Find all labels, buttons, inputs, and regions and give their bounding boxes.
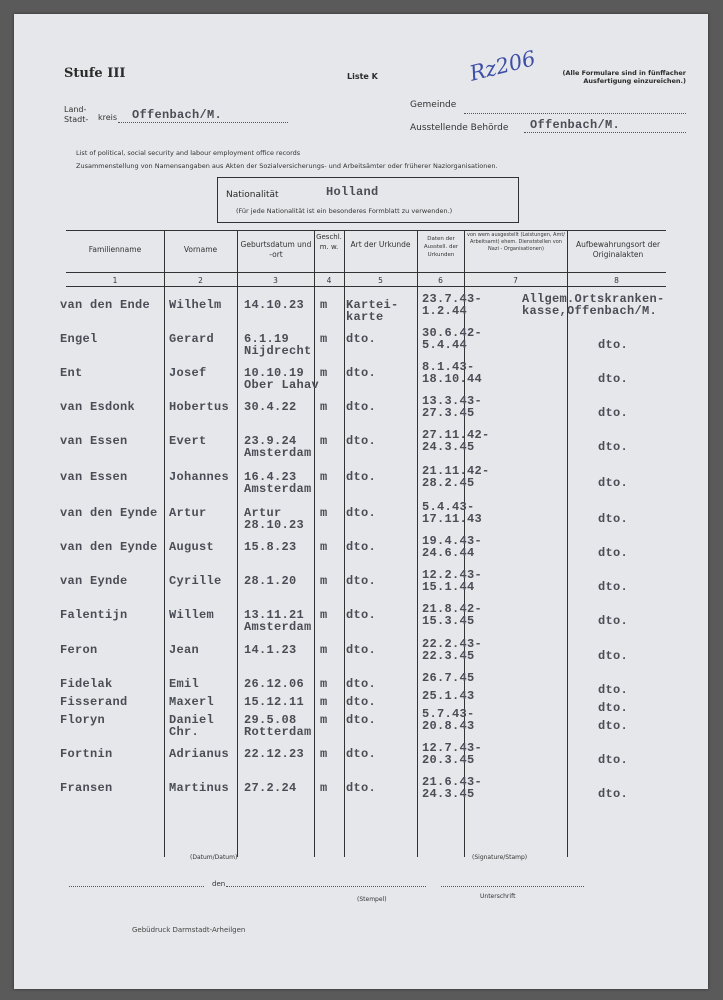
row-date-range: 13.3.43- <box>422 394 483 408</box>
row-date-range: 21.8.42- <box>422 602 483 616</box>
row-date-range-2: 24.6.44 <box>422 546 475 560</box>
row-date-range: 27.11.42- <box>422 428 490 442</box>
column-divider <box>567 230 568 857</box>
row-birth-date: Artur <box>244 506 282 520</box>
row-date-range: 12.2.43- <box>422 568 483 582</box>
row-sex: m <box>320 677 328 691</box>
column-header-familienname: Familienname <box>88 245 142 254</box>
column-number: 2 <box>198 276 203 285</box>
row-family-name: Fidelak <box>60 677 113 691</box>
place-line <box>69 886 204 887</box>
row-date-range-2: 20.8.43 <box>422 719 475 733</box>
row-date-range: 19.4.43- <box>422 534 483 548</box>
row-sex: m <box>320 298 328 312</box>
column-header-art: Art der Urkunde <box>350 240 411 249</box>
row-first-name: Cyrille <box>169 574 222 588</box>
row-archive-location: dto. <box>598 719 629 733</box>
row-archive-location: dto. <box>598 649 629 663</box>
row-date-range: 8.1.43- <box>422 360 475 374</box>
row-first-name: Josef <box>169 366 207 380</box>
column-header-vorname: Vorname <box>183 245 218 254</box>
row-first-name: Daniel <box>169 713 215 727</box>
column-divider <box>417 230 418 857</box>
row-birth-place: Nijdrecht <box>244 344 312 358</box>
kreis-label: kreis <box>98 113 118 122</box>
printer-imprint: Gebüdruck Darmstadt-Arheilgen <box>132 926 246 934</box>
row-birth-place: Amsterdam <box>244 482 312 496</box>
row-archive-location: dto. <box>598 406 629 420</box>
row-family-name: van den Eynde <box>60 506 158 520</box>
row-document-type: dto. <box>346 643 377 657</box>
row-document-type: dto. <box>346 747 377 761</box>
row-family-name: van den Ende <box>60 298 151 312</box>
row-family-name: Feron <box>60 643 98 657</box>
row-archive-location: dto. <box>598 753 629 767</box>
row-birth-date: 6.1.19 <box>244 332 290 346</box>
row-birth-date: 23.9.24 <box>244 434 297 448</box>
land-label: Land- <box>64 105 87 114</box>
row-archive-location: dto. <box>598 512 629 526</box>
row-sex: m <box>320 366 328 380</box>
row-birth-place: Amsterdam <box>244 446 312 460</box>
row-archive-location: dto. <box>598 338 629 352</box>
row-birth-date: 13.11.21 <box>244 608 305 622</box>
row-family-name: van den Eynde <box>60 540 158 554</box>
row-document-type: dto. <box>346 332 377 346</box>
row-document-type: dto. <box>346 434 377 448</box>
handwritten-stamp: Rz206 <box>467 46 538 86</box>
row-date-range: 21.11.42- <box>422 464 490 478</box>
row-date-range-2: 15.3.45 <box>422 614 475 628</box>
date-caption: (Datum/Datum) <box>190 854 238 861</box>
row-first-name: Martinus <box>169 781 230 795</box>
row-birth-date: 30.4.22 <box>244 400 297 414</box>
intro-english: List of political, social security and labour employment office records <box>76 149 301 157</box>
document-sheet <box>14 14 708 989</box>
row-document-type-2: karte <box>346 310 384 324</box>
row-sex: m <box>320 695 328 709</box>
row-family-name: Fransen <box>60 781 113 795</box>
row-date-range-2: 24.3.45 <box>422 440 475 454</box>
row-date-range: 21.6.43- <box>422 775 483 789</box>
kreis-field <box>118 108 288 123</box>
row-archive-location: dto. <box>598 440 629 454</box>
row-date-range: 5.7.43- <box>422 707 475 721</box>
row-date-range-2: 22.3.45 <box>422 649 475 663</box>
row-birth-date: 27.2.24 <box>244 781 297 795</box>
row-issuer-2: kasse,Offenbach/M. <box>522 304 658 318</box>
row-document-type: dto. <box>346 366 377 380</box>
table-top-border <box>66 230 666 231</box>
row-date-range-2: 20.3.45 <box>422 753 475 767</box>
row-sex: m <box>320 713 328 727</box>
row-first-name: Emil <box>169 677 200 691</box>
column-header-aufbewahrungsort: Aufbewahrungsort der Originalakten <box>575 240 661 259</box>
row-first-name: Adrianus <box>169 747 230 761</box>
behoerde-value: Offenbach/M. <box>530 118 621 132</box>
row-first-name: Evert <box>169 434 207 448</box>
column-divider <box>344 230 345 857</box>
row-birth-date: 14.10.23 <box>244 298 305 312</box>
row-first-name: Willem <box>169 608 215 622</box>
row-birth-date: 10.10.19 <box>244 366 305 380</box>
column-number: 6 <box>438 276 443 285</box>
row-family-name: Ent <box>60 366 83 380</box>
row-birth-place: 28.10.23 <box>244 518 305 532</box>
row-birth-date: 15.12.11 <box>244 695 305 709</box>
behoerde-field <box>524 118 686 133</box>
kreis-value: Offenbach/M. <box>132 108 223 122</box>
row-date-range-2: 24.3.45 <box>422 787 475 801</box>
row-document-type: dto. <box>346 695 377 709</box>
row-first-name: Wilhelm <box>169 298 222 312</box>
nationality-note: (Für jede Nationalität ist ein besonderes Formblatt zu verwenden.) <box>236 207 453 215</box>
row-document-type: dto. <box>346 540 377 554</box>
row-date-range: 25.1.43 <box>422 689 475 703</box>
row-date-range: 30.6.42- <box>422 326 483 340</box>
row-first-name: August <box>169 540 215 554</box>
row-archive-location: dto. <box>598 683 629 697</box>
row-date-range-2: 5.4.44 <box>422 338 468 352</box>
row-family-name: van Eynde <box>60 574 128 588</box>
row-archive-location: dto. <box>598 614 629 628</box>
row-date-range: 22.2.43- <box>422 637 483 651</box>
row-date-range-2: 28.2.45 <box>422 476 475 490</box>
row-document-type: dto. <box>346 781 377 795</box>
row-first-name: Maxerl <box>169 695 215 709</box>
column-header-daten: Daten der Ausstell. der Urkunden <box>423 236 459 258</box>
row-date-range-2: 17.11.43 <box>422 512 483 526</box>
row-date-range: 5.4.43- <box>422 500 475 514</box>
row-family-name: van Essen <box>60 434 128 448</box>
land-stadt-label <box>64 105 88 125</box>
row-birth-place: Ober Lahav <box>244 378 320 392</box>
row-birth-date: 14.1.23 <box>244 643 297 657</box>
row-document-type: dto. <box>346 470 377 484</box>
row-document-type: dto. <box>346 400 377 414</box>
row-archive-location: dto. <box>598 546 629 560</box>
row-date-range-2: 1.2.44 <box>422 304 468 318</box>
row-document-type: Kartei- <box>346 298 399 312</box>
nationality-box <box>217 177 519 223</box>
row-document-type: dto. <box>346 574 377 588</box>
column-divider <box>164 230 165 857</box>
row-sex: m <box>320 400 328 414</box>
column-number: 8 <box>614 276 619 285</box>
row-archive-location: dto. <box>598 580 629 594</box>
row-archive-location: dto. <box>598 787 629 801</box>
row-sex: m <box>320 781 328 795</box>
signature-caption: (Signature/Stamp) <box>472 854 528 861</box>
row-birth-date: 29.5.08 <box>244 713 297 727</box>
copies-note <box>534 69 686 85</box>
row-date-range: 23.7.43- <box>422 292 483 306</box>
row-archive-location: dto. <box>598 701 629 715</box>
row-date-range-2: 15.1.44 <box>422 580 475 594</box>
row-sex: m <box>320 643 328 657</box>
row-first-name: Johannes <box>169 470 230 484</box>
stadt-label: Stadt- <box>64 115 89 124</box>
row-family-name: van Essen <box>60 470 128 484</box>
row-family-name: Floryn <box>60 713 106 727</box>
row-birth-date: 22.12.23 <box>244 747 305 761</box>
form-title: Stufe III <box>64 66 126 81</box>
column-number: 3 <box>273 276 278 285</box>
table-header-divider <box>66 272 666 273</box>
row-sex: m <box>320 608 328 622</box>
row-birth-place: Rotterdam <box>244 725 312 739</box>
row-family-name: Fisserand <box>60 695 128 709</box>
row-family-name: Engel <box>60 332 98 346</box>
gemeinde-label: Gemeinde <box>410 100 457 110</box>
row-date-range: 12.7.43- <box>422 741 483 755</box>
row-sex: m <box>320 434 328 448</box>
row-family-name: Fortnin <box>60 747 113 761</box>
column-header-geburtsdatum: Geburtsdatum und -ort <box>240 240 312 259</box>
behoerde-label: Ausstellende Behörde <box>410 123 509 133</box>
row-birth-date: 26.12.06 <box>244 677 305 691</box>
row-first-name: Gerard <box>169 332 215 346</box>
row-first-name-2: Chr. <box>169 725 200 739</box>
column-divider <box>314 230 315 857</box>
row-birth-date: 16.4.23 <box>244 470 297 484</box>
date-line <box>226 886 426 887</box>
row-sex: m <box>320 747 328 761</box>
row-sex: m <box>320 506 328 520</box>
list-label: Liste K <box>347 72 378 81</box>
row-sex: m <box>320 332 328 346</box>
row-archive-location: dto. <box>598 372 629 386</box>
row-archive-location: dto. <box>598 476 629 490</box>
row-date-range-2: 27.3.45 <box>422 406 475 420</box>
column-number: 5 <box>378 276 383 285</box>
row-document-type: dto. <box>346 608 377 622</box>
signature-line <box>441 886 584 887</box>
stempel-caption: (Stempel) <box>357 896 387 903</box>
table-number-divider <box>66 286 666 287</box>
den-label: den <box>212 880 226 888</box>
column-header-aussteller: von wem ausgestellt (Leistungen, Amt/ Arbeitsamt) ehem. Dienststellen von Nazi - Organisationen) <box>466 232 565 252</box>
row-birth-date: 28.1.20 <box>244 574 297 588</box>
row-document-type: dto. <box>346 506 377 520</box>
column-number: 7 <box>513 276 518 285</box>
row-document-type: dto. <box>346 677 377 691</box>
nationality-label: Nationalität <box>226 190 279 200</box>
unterschrift-caption: Unterschrift <box>480 893 516 900</box>
column-header-geschlecht: Geschl. m. w. <box>316 233 342 251</box>
row-document-type: dto. <box>346 713 377 727</box>
row-first-name: Artur <box>169 506 207 520</box>
row-first-name: Hobertus <box>169 400 230 414</box>
row-family-name: van Esdonk <box>60 400 136 414</box>
row-date-range: 26.7.45 <box>422 671 475 685</box>
row-sex: m <box>320 540 328 554</box>
column-divider <box>237 230 238 857</box>
copies-note-line2: Ausfertigung einzureichen.) <box>583 77 686 85</box>
nationality-value: Holland <box>326 185 379 199</box>
intro-german: Zusammenstellung von Namensangaben aus Akten der Sozialversicherungs- und Arbeitsämter oder früherer Naziorganisationen. <box>76 162 498 170</box>
row-birth-place: Amsterdam <box>244 620 312 634</box>
row-birth-date: 15.8.23 <box>244 540 297 554</box>
row-date-range-2: 18.10.44 <box>422 372 483 386</box>
column-number: 4 <box>326 276 332 285</box>
row-sex: m <box>320 574 328 588</box>
row-first-name: Jean <box>169 643 200 657</box>
column-number: 1 <box>112 276 118 285</box>
gemeinde-field <box>464 101 686 114</box>
row-family-name: Falentijn <box>60 608 128 622</box>
row-issuer: Allgem.Ortskranken- <box>522 292 665 306</box>
copies-note-line1: (Alle Formulare sind in fünffacher <box>562 69 686 77</box>
row-sex: m <box>320 470 328 484</box>
